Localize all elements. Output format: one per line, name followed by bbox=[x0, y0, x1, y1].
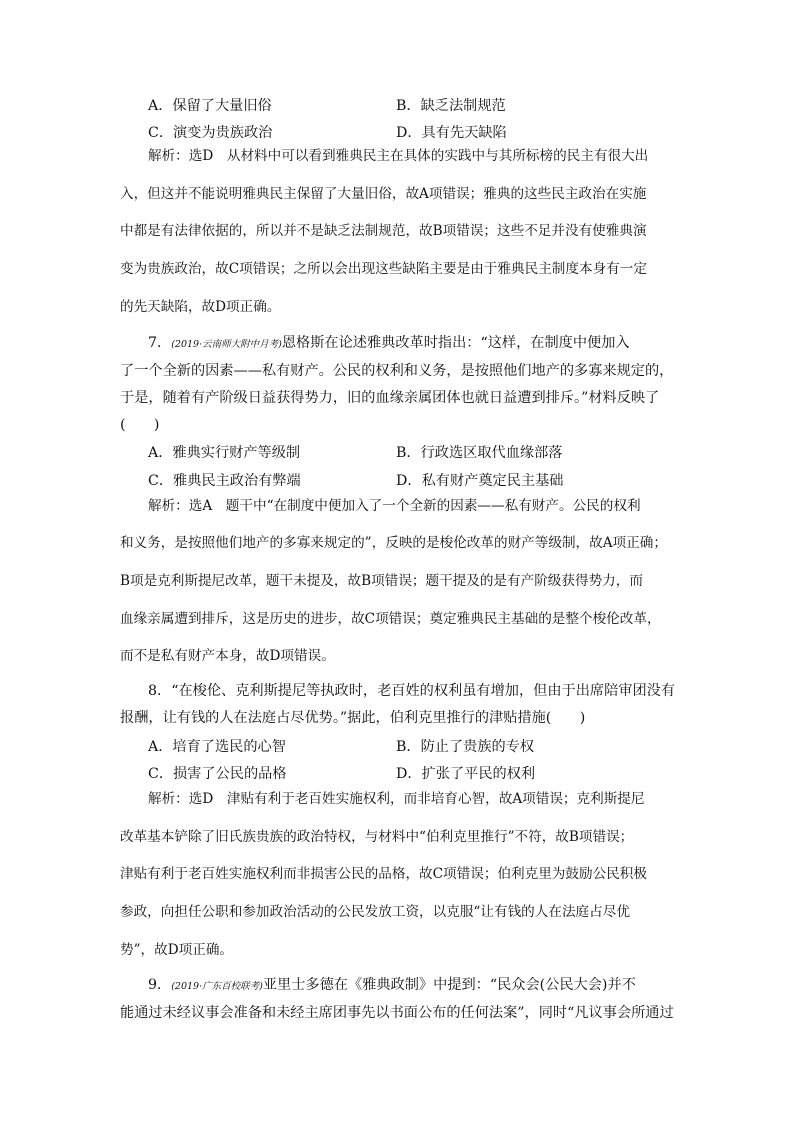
q6-option-c: C．演变为贵族政治 bbox=[148, 125, 273, 142]
question-7 bbox=[120, 330, 676, 439]
document-page bbox=[120, 92, 676, 1027]
question-stem-line: 恩格斯在论述雅典改革时指出：“这样，在制度中便加入 bbox=[281, 334, 630, 351]
q8-option-b: B．防止了贵族的专权 bbox=[396, 738, 535, 755]
q7-option-a: A．雅典实行财产等级制 bbox=[148, 445, 301, 462]
analysis-line: 中都是有法律依据的，所以并不是缺乏法制规范，故B项错误；这些不足并没有使雅典演 bbox=[120, 223, 647, 240]
question-number: 7． bbox=[148, 334, 172, 351]
q8-option-c: C．损害了公民的品格 bbox=[148, 766, 287, 783]
q6-option-b: B．缺乏法制规范 bbox=[396, 97, 506, 114]
question-number: 9． bbox=[148, 976, 172, 993]
analysis-line: 势”，故D项正确。 bbox=[120, 941, 234, 958]
analysis-line: 参政，向担任公职和参加政治活动的公民发放工资，以克服“让有钱的人在法庭占尽优 bbox=[120, 904, 630, 921]
q6-option-d: D．具有先天缺陷 bbox=[396, 125, 507, 142]
question-stem-line: 于是，随着有产阶级日益获得势力，旧的血缘亲属团体也就日益遭到排斥。”材料反映了 bbox=[120, 389, 660, 406]
question-8 bbox=[120, 678, 676, 732]
question-9 bbox=[120, 972, 676, 1027]
analysis-line: 改革基本铲除了旧氏族贵族的政治特权，与材料中“伯利克里推行”不符，故B项错误； bbox=[120, 828, 634, 845]
question-stem-line: ( ) bbox=[120, 416, 160, 433]
analysis-line: 津贴有利于老百姓实施权利而非损害公民的品格，故C项错误；伯利克里为鼓励公民积极 bbox=[120, 866, 647, 883]
question-stem-line: 报酬，让有钱的人在法庭占尽优势。”据此，伯利克里推行的津贴措施( ) bbox=[120, 710, 586, 727]
question-stem-line: 8．“在梭伦、克利斯提尼等执政时，老百姓的权利虽有增加，但由于出席陪审团没有 bbox=[148, 683, 676, 700]
analysis-line: 血缘亲属遭到排斥，这是历史的进步，故C项错误；奠定雅典民主基础的是整个梭伦改革， bbox=[120, 610, 661, 627]
analysis-line: B项是克利斯提尼改革，题干未提及，故B项错误；题干提及的是有产阶级获得势力，而 bbox=[120, 572, 643, 589]
q8-options-row-1 bbox=[148, 732, 676, 760]
q7-options-row-1 bbox=[148, 439, 676, 467]
q8-option-a: A．培育了选民的心智 bbox=[148, 738, 286, 755]
analysis-line: 解析：选A 题干中“在制度中便加入了一个全新的因素——私有财产。公民的权利 bbox=[148, 497, 641, 514]
q7-option-c: C．雅典民主政治有弊端 bbox=[148, 472, 301, 489]
analysis-line: 变为贵族政治，故C项错误；之所以会出现这些缺陷主要是由于雅典民主制度本身有一定 bbox=[120, 261, 647, 278]
question-stem-line: 能通过未经议事会准备和未经主席团事先以书面公布的任何法案”，同时“凡议事会所通过 bbox=[120, 1004, 674, 1021]
q7-option-d: D．私有财产奠定民主基础 bbox=[396, 472, 564, 489]
q6-analysis bbox=[120, 138, 676, 327]
analysis-line: 解析：选D 从材料中可以看到雅典民主在具体的实践中与其所标榜的民主有很大出 bbox=[148, 148, 649, 164]
q8-analysis bbox=[120, 781, 676, 970]
q7-option-b: B．行政选区取代血缘部落 bbox=[396, 445, 563, 462]
analysis-line: 和义务，是按照他们地产的多寡来规定的”，反映的是梭伦改革的财产等级制，故A项正确； bbox=[120, 535, 667, 552]
question-stem-line: 亚里士多德在《雅典政制》中提到：“民众会(公民大会)并不 bbox=[262, 976, 636, 993]
analysis-line: 而不是私有财产本身，故D项错误。 bbox=[120, 648, 335, 665]
question-source: (2019·云南师大附中月考) bbox=[171, 338, 282, 350]
analysis-line: 解析：选D 津贴有利于老百姓实施权利，而非培育心智，故A项错误；克利斯提尼 bbox=[148, 791, 645, 808]
q6-options-row-1 bbox=[148, 91, 676, 119]
question-source: (2019·广东百校联考) bbox=[171, 980, 263, 992]
analysis-line: 的先天缺陷，故D项正确。 bbox=[120, 298, 281, 315]
q8-option-d: D．扩张了平民的权利 bbox=[396, 766, 536, 783]
q7-analysis bbox=[120, 488, 676, 677]
q6-option-a: A．保留了大量旧俗 bbox=[148, 97, 272, 114]
question-stem-line: 了一个全新的因素——私有财产。公民的权利和义务，是按照他们地产的多寡来规定的， bbox=[120, 362, 674, 379]
analysis-line: 入，但这并不能说明雅典民主保留了大量旧俗，故A项错误；雅典的这些民主政治在实施 bbox=[120, 185, 647, 202]
